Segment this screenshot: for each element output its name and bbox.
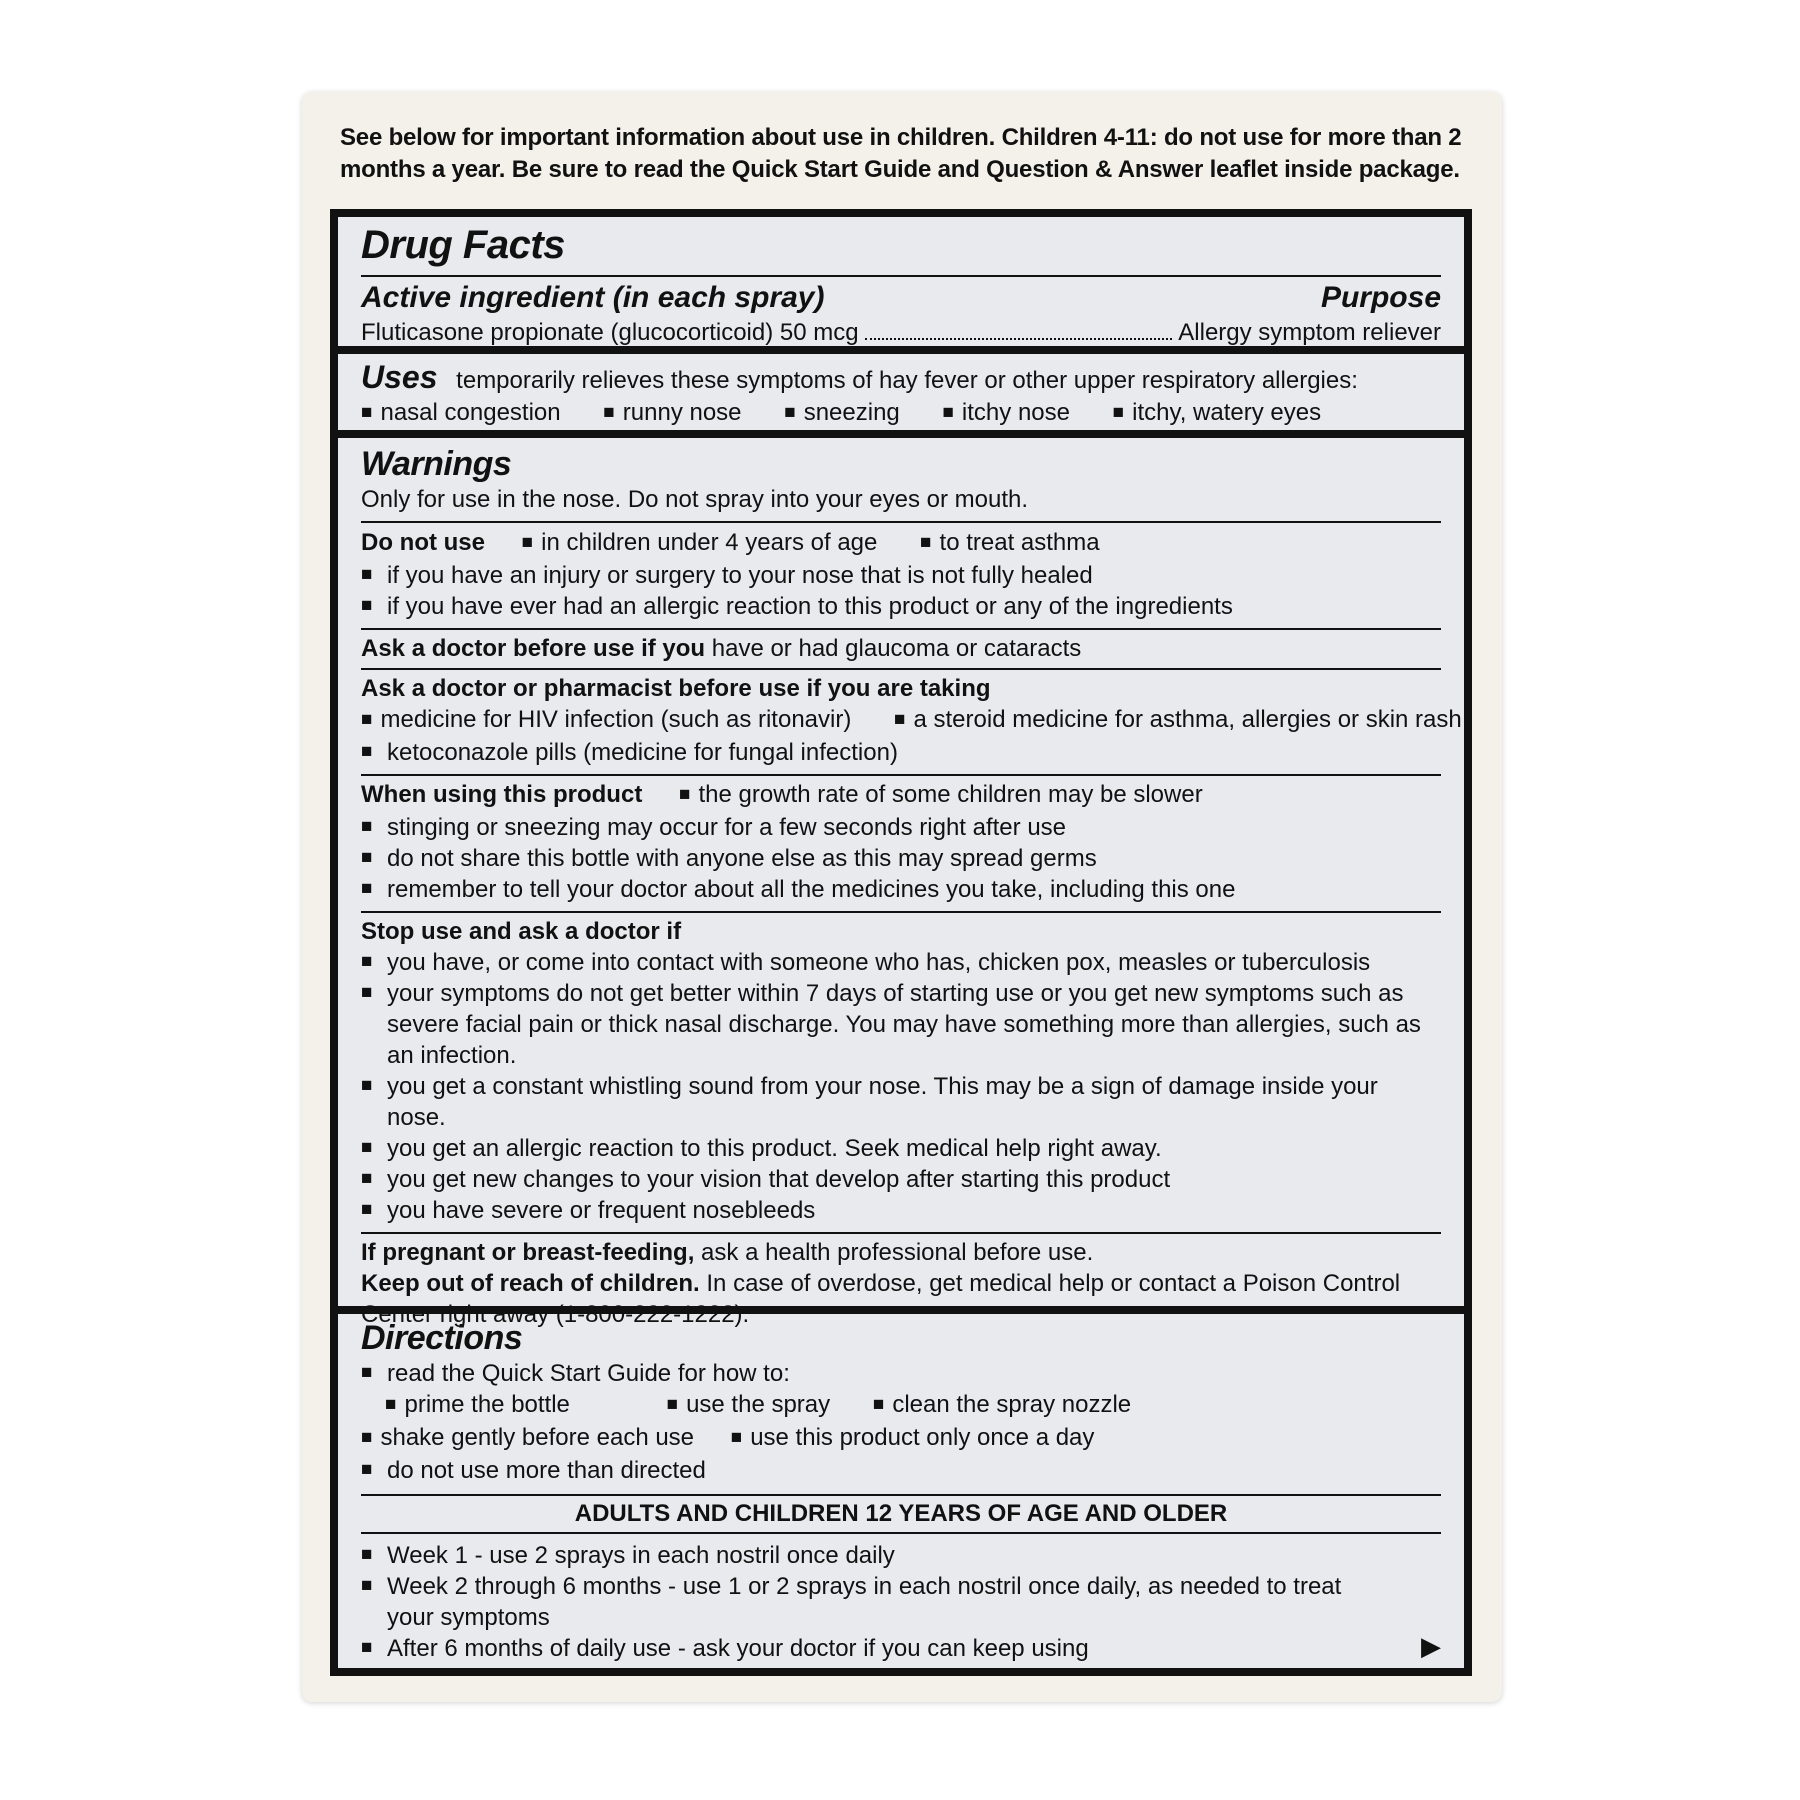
list-item: ■ remember to tell your doctor about all the medicines you take, including this one (361, 874, 1441, 905)
list-item: ■ prime the bottle (385, 1389, 570, 1422)
directions-heading: Directions (361, 1319, 523, 1357)
list-item: ■ After 6 months of daily use - ask your doctor if you can keep using (361, 1633, 1441, 1664)
warnings-intro: Only for use in the nose. Do not spray into your eyes or mouth. (361, 486, 1029, 513)
warnings-section (338, 438, 1464, 1328)
list-item: ■ runny nose (603, 397, 741, 430)
keep-out-label: Keep out of reach of children. (361, 1270, 700, 1297)
active-ingredient-section (338, 217, 1464, 354)
drug-facts-panel (330, 209, 1472, 1676)
ask-pharmacist-label: Ask a doctor or pharmacist before use if you are taking (361, 675, 991, 702)
continue-arrow-icon: ▶ (1421, 1631, 1441, 1661)
pregnant-label: If pregnant or breast-feeding, (361, 1239, 695, 1266)
ask-doctor-label: Ask a doctor before use if you (361, 635, 706, 662)
purpose-value: Allergy symptom reliever (1178, 319, 1441, 346)
pregnant-text: ask a health professional before use. (701, 1239, 1094, 1266)
leader-dots (865, 320, 1173, 340)
list-item: ■ Week 1 - use 2 sprays in each nostril once daily (361, 1540, 1441, 1571)
list-item: ■ you get new changes to your vision that develop after starting this product (361, 1164, 1441, 1195)
list-item: ■ medicine for HIV infection (such as ritonavir) (361, 704, 851, 737)
keep-out-text: In case of overdose, get medical help or contact a Poison Control Center right away (1-800-222-1222). (361, 1270, 1401, 1328)
list-item: ■ nasal congestion (361, 397, 561, 430)
list-item: ■ you have severe or frequent nosebleeds (361, 1195, 1441, 1226)
drug-facts-title: Drug Facts (361, 223, 565, 267)
uses-section (338, 354, 1464, 438)
directions-section (338, 1314, 1464, 1668)
uses-intro: temporarily relieves these symptoms of hay fever or other upper respiratory allergies: (456, 367, 1358, 394)
list-item: ■ Week 2 through 6 months - use 1 or 2 sprays in each nostril once daily, as needed to treat your symptoms (361, 1571, 1441, 1633)
active-ingredient-heading: Active ingredient (in each spray) (361, 281, 825, 314)
list-item: ■ use this product only once a day (731, 1422, 1095, 1455)
when-using-label: When using this product (361, 781, 643, 808)
list-item: ■ do not share this bottle with anyone else as this may spread germs (361, 843, 1441, 874)
list-item: ■ itchy nose (942, 397, 1070, 430)
list-item: ■ your symptoms do not get better within 7 days of starting use or you get new symptoms such as severe facial pain or thick nasal discharge. You may have something more than allergies, such as an infection. (361, 978, 1441, 1071)
list-item: ■ if you have an injury or surgery to your nose that is not fully healed (361, 560, 1441, 591)
divider (361, 521, 1441, 523)
list-item: ■ the growth rate of some children may be slower (679, 779, 1203, 812)
list-item: ■ shake gently before each use (361, 1422, 694, 1455)
purpose-heading: Purpose (1320, 281, 1441, 314)
list-item: ■ you get a constant whistling sound from your nose. This may be a sign of damage inside your nose. (361, 1071, 1441, 1133)
drug-facts-label (302, 92, 1502, 1702)
top-note: See below for important information about use in children. Children 4-11: do not use for more than 2 months a year. Be sure to read the Quick Start Guide and Question & Answer leaflet inside package. (340, 124, 1462, 183)
list-item: ■ in children under 4 years of age (522, 527, 878, 560)
list-item: ■ a steroid medicine for asthma, allergies or skin rash (894, 704, 1462, 737)
list-item: ■ itchy, watery eyes (1113, 397, 1321, 430)
divider (361, 275, 1441, 277)
divider (361, 668, 1441, 670)
list-item: ■ use the spray (667, 1389, 831, 1422)
list-item: ■ you get an allergic reaction to this product. Seek medical help right away. (361, 1133, 1441, 1164)
uses-list (361, 397, 1441, 430)
list-item: ■ if you have ever had an allergic reaction to this product or any of the ingredients (361, 591, 1441, 622)
do-not-use-label: Do not use (361, 529, 485, 556)
list-item: ■ clean the spray nozzle (873, 1389, 1131, 1422)
active-ingredient: Fluticasone propionate (glucocorticoid) 50 mcg (361, 319, 859, 346)
divider (361, 774, 1441, 776)
list-item: ■ ketoconazole pills (medicine for fungal infection) (361, 737, 1441, 768)
list-item: ■ sneezing (784, 397, 900, 430)
ask-doctor-text: have or had glaucoma or cataracts (711, 635, 1082, 662)
warnings-heading: Warnings (361, 445, 512, 483)
divider (361, 1532, 1441, 1534)
dosage-table-header: ADULTS AND CHILDREN 12 YEARS OF AGE AND OLDER (574, 1500, 1228, 1527)
stop-use-label: Stop use and ask a doctor if (361, 918, 682, 945)
list-item: ■ you have, or come into contact with someone who has, chicken pox, measles or tuberculosis (361, 947, 1441, 978)
list-item: ■ stinging or sneezing may occur for a few seconds right after use (361, 812, 1441, 843)
uses-heading: Uses (361, 359, 438, 395)
list-item: ■ do not use more than directed (361, 1455, 1441, 1486)
divider (361, 628, 1441, 630)
divider (361, 1232, 1441, 1234)
list-item: ■ read the Quick Start Guide for how to: (361, 1358, 1441, 1389)
divider (361, 911, 1441, 913)
list-item: ■ to treat asthma (920, 527, 1100, 560)
